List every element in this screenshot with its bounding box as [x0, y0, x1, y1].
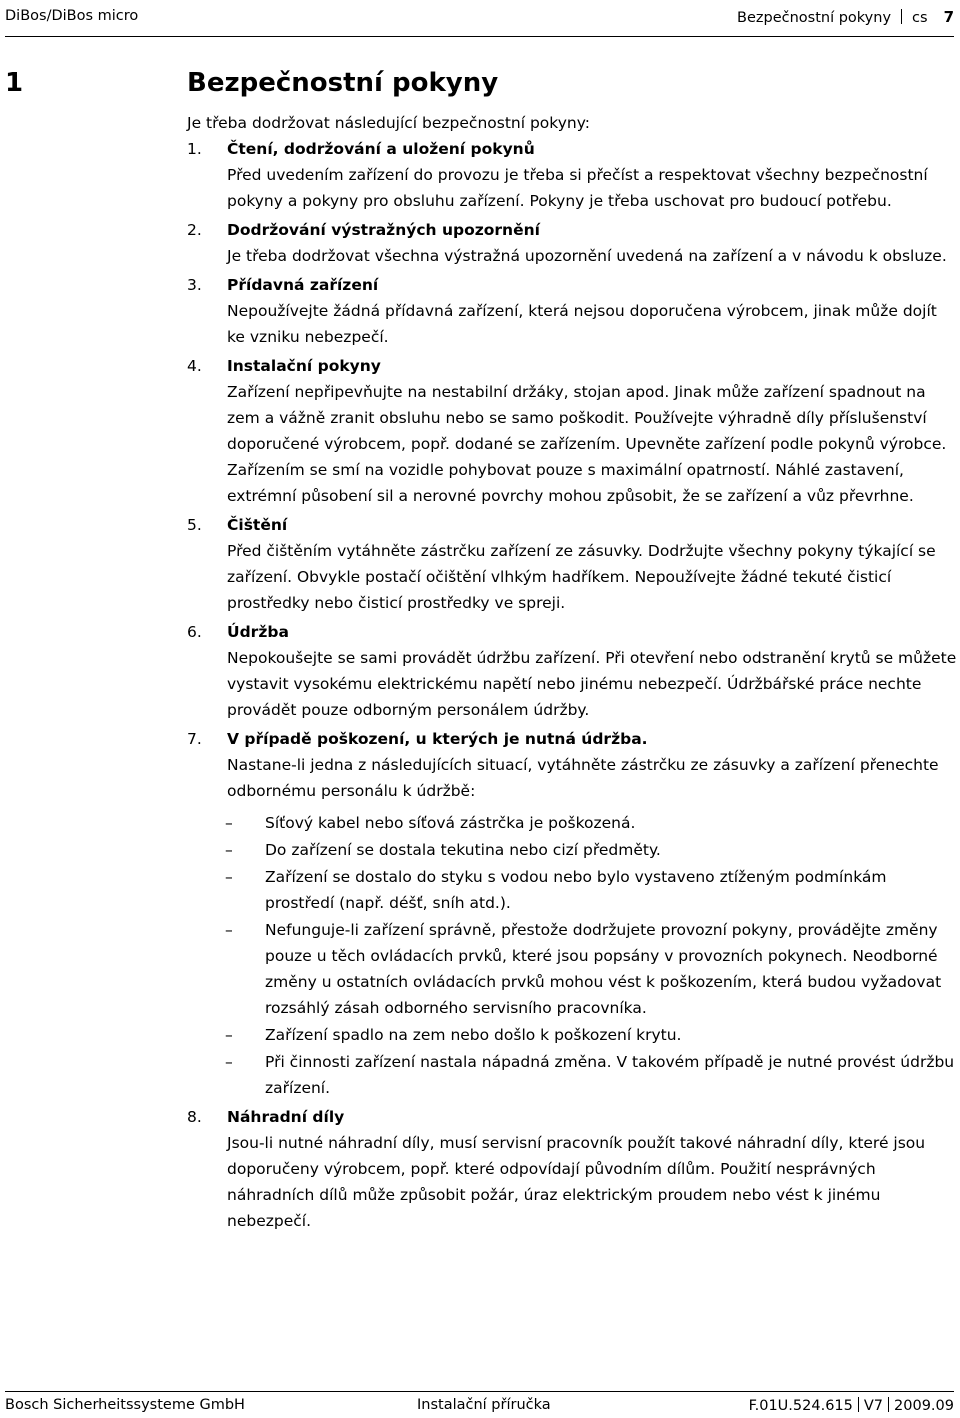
list-item — [187, 353, 957, 509]
dash-marker: – — [225, 1053, 233, 1071]
list-item — [187, 619, 957, 723]
bullet-text: Zařízení se dostalo do styku s vodou nebo bylo vystaveno ztíženým podmínkám prostředí (např. déšť, sníh atd.). — [265, 868, 887, 912]
bullet-text: Síťový kabel nebo síťová zástrčka je poškozená. — [265, 814, 636, 832]
footer-company: Bosch Sicherheitssysteme GmbH — [5, 1397, 245, 1413]
section-intro: Je třeba dodržovat následující bezpečnostní pokyny: — [187, 114, 590, 132]
list-item — [187, 512, 957, 616]
item-title: Instalační pokyny — [227, 357, 381, 375]
bullet-text: Zařízení spadlo na zem nebo došlo k poškození krytu. — [265, 1026, 682, 1044]
footer-separator — [888, 1397, 889, 1412]
header-product: DiBos/DiBos micro — [5, 8, 139, 24]
list-item — [187, 217, 957, 269]
footer-doc-info — [749, 1397, 954, 1414]
item-number: 1. — [187, 140, 202, 158]
bullet-item — [225, 810, 957, 836]
bullet-item — [225, 864, 957, 916]
item-number: 5. — [187, 516, 202, 534]
section-number: 1 — [5, 68, 24, 98]
item-title: Dodržování výstražných upozornění — [227, 221, 540, 239]
item-title: Čtení, dodržování a uložení pokynů — [227, 140, 535, 158]
header-section: Bezpečnostní pokyny — [737, 10, 892, 26]
bullet-text: Do zařízení se dostala tekutina nebo cizí předměty. — [265, 841, 661, 859]
item-text: Nepoužívejte žádná přídavná zařízení, která nejsou doporučena výrobcem, jinak může dojít ke vzniku nebezpečí. — [227, 302, 937, 346]
item-text: Nastane-li jedna z následujících situací, vytáhněte zástrčku ze zásuvky a zařízení přenechte odbornému personálu k údržbě: — [227, 756, 939, 800]
dash-marker: – — [225, 814, 233, 832]
item-text: Jsou-li nutné náhradní díly, musí servisní pracovník použít takové náhradní díly, které jsou doporučeny výrobcem, popř. které odpovídají původním dílům. Použití nesprávných náhradních dílů může způsobit požár, úraz elektrickým proudem nebo vést k jinému nebezpečí. — [227, 1134, 926, 1230]
item-title: V případě poškození, u kterých je nutná údržba. — [227, 730, 648, 748]
item-number: 4. — [187, 357, 202, 375]
item-text: Před uvedením zařízení do provozu je třeba si přečíst a respektovat všechny bezpečnostní pokyny a pokyny pro obsluhu zařízení. Pokyny je třeba uschovat pro budoucí potřebu. — [227, 166, 928, 210]
item-number: 3. — [187, 276, 202, 294]
item-text: Zařízení nepřipevňujte na nestabilní držáky, stojan apod. Jinak může zařízení spadnout na zem a vážně zranit obsluhu nebo se samo poškodit. Používejte výhradně díly příslušenství doporučené výrobcem, popř. dodané se zařízením. Upevněte zařízení podle pokynů výrobce. Zařízením se smí na vozidle pohybovat pouze s maximální opatrností. Náhlé zastavení, extrémní působení sil a nerovné povrchy mohou způsobit, že se zařízení a vůz převrhne. — [227, 383, 947, 505]
page-header — [5, 0, 954, 37]
list-item — [187, 272, 957, 350]
dash-marker: – — [225, 841, 233, 859]
footer-version: V7 — [863, 1398, 884, 1414]
footer-date: 2009.09 — [894, 1398, 954, 1414]
damage-conditions-list — [225, 810, 957, 1101]
item-title: Přídavná zařízení — [227, 276, 379, 294]
bullet-text: Při činnosti zařízení nastala nápadná změna. V takovém případě je nutné provést údržbu zařízení. — [265, 1053, 955, 1097]
item-text: Je třeba dodržovat všechna výstražná upozornění uvedená na zařízení a v návodu k obsluze. — [227, 247, 947, 265]
list-item — [187, 726, 957, 1101]
dash-marker: – — [225, 1026, 233, 1044]
bullet-item — [225, 1022, 957, 1048]
header-right — [737, 8, 954, 26]
item-text: Před čištěním vytáhněte zástrčku zařízení ze zásuvky. Dodržujte všechny pokyny týkající se zařízení. Obvykle postačí očištění vlhkým hadříkem. Nepoužívejte žádné tekuté čisticí prostředky nebo čisticí prostředky ve spreji. — [227, 542, 936, 612]
footer-doc-id: F.01U.524.615 — [748, 1398, 853, 1414]
item-text: Nepokoušejte se sami provádět údržbu zařízení. Při otevření nebo odstranění krytů se můžete vystavit vysokému elektrickému napětí nebo jinému nebezpečí. Údržbářské práce nechte provádět pouze odborným personálem údržby. — [227, 649, 957, 719]
item-number: 8. — [187, 1108, 202, 1126]
bullet-text: Nefunguje-li zařízení správně, přestože dodržujete provozní pokyny, provádějte změny pouze u těch ovládacích prvků, které jsou popsány v provozních pokynech. Neodborné změny u ostatních ovládacích prvků mohou vést k poškozením, která budou vyžadovat rozsáhlý zásah odborného servisního pracovníka. — [265, 921, 942, 1017]
list-item — [187, 1104, 957, 1234]
footer-doc-type: Instalační příručka — [417, 1397, 551, 1413]
list-item — [187, 136, 957, 214]
item-title: Čištění — [227, 516, 288, 534]
item-number: 2. — [187, 221, 202, 239]
dash-marker: – — [225, 868, 233, 886]
item-number: 7. — [187, 730, 202, 748]
page-footer — [5, 1391, 954, 1418]
section-title: Bezpečnostní pokyny — [187, 68, 499, 98]
bullet-item — [225, 1049, 957, 1101]
bullet-item — [225, 917, 957, 1021]
page-number: 7 — [943, 8, 954, 26]
bullet-item — [225, 837, 957, 863]
header-lang: cs — [912, 10, 928, 26]
item-title: Náhradní díly — [227, 1108, 345, 1126]
footer-separator — [858, 1397, 859, 1412]
item-number: 6. — [187, 623, 202, 641]
safety-instructions-list — [187, 136, 957, 1237]
item-title: Údržba — [227, 623, 289, 641]
header-separator — [901, 9, 902, 24]
dash-marker: – — [225, 921, 233, 939]
